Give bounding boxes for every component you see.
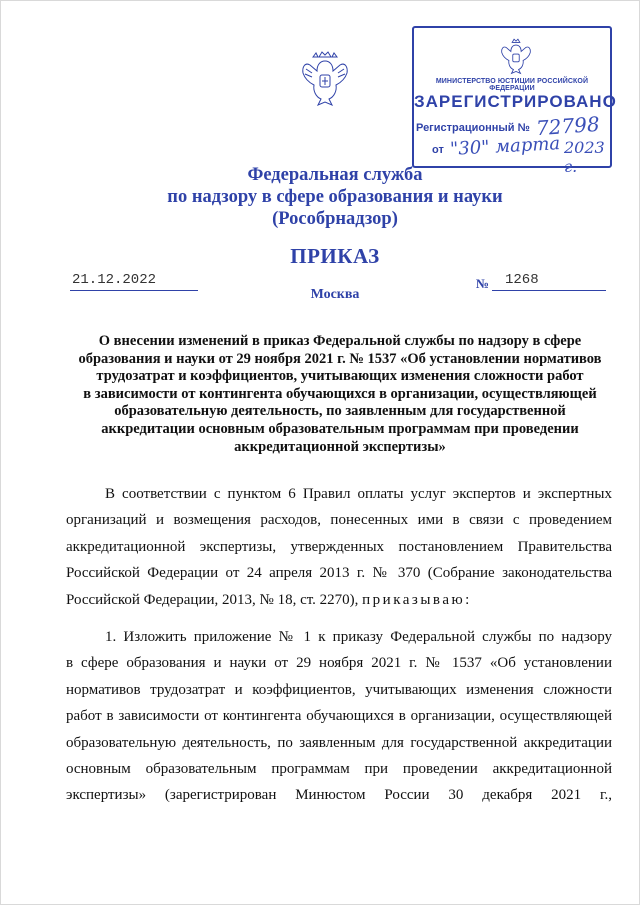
- heading-line: О внесении изменений в приказ Федеральной службы по надзору в сфере: [98, 333, 582, 349]
- heading-line: образовательную деятельность, по заявленным для государственной: [114, 403, 566, 420]
- coat-of-arms-emblem: [300, 47, 350, 109]
- paragraph-line: нормативов трудозатрат и коэффициентов, учитывающих изменения сложности: [66, 681, 612, 698]
- number-sign: №: [476, 276, 490, 291]
- heading-line: в зависимости от контингента обучающихся в организации, осуществляющей: [83, 385, 597, 402]
- paragraph-line: организаций и возмещения расходов, понесенных ими в связи с проведением: [66, 512, 612, 529]
- stamp-ministry: МИНИСТЕРСТВО ЮСТИЦИИ РОССИЙСКОЙ ФЕДЕРАЦИИ: [435, 78, 589, 92]
- heading-line: аккредитационной экспертизы»: [234, 438, 446, 455]
- stamp-reg-label: Регистрационный №: [416, 122, 530, 134]
- paragraph-line: Российской Федерации от 24 апреля 2013 г. № 370 (Собрание законодательства: [66, 565, 612, 582]
- stamp-reg-number: 72798: [535, 111, 601, 141]
- order-heading: [70, 333, 610, 456]
- heading-line: аккредитации основным образовательным программам при проведении: [101, 420, 579, 437]
- paragraph-line-last: [66, 587, 612, 613]
- paragraph-line: В соответствии с пунктом 6 Правил оплаты услуг экспертов и экспертных: [105, 486, 612, 502]
- registration-stamp: [412, 26, 617, 176]
- order-verb: приказываю:: [362, 591, 472, 608]
- paragraph-line: образовательную деятельность, по заявленным для государственной аккредитации: [66, 734, 612, 751]
- heading-line: трудозатрат и коэффициентов, учитывающих изменения сложности работ: [96, 368, 584, 385]
- order-date: 21.12.2022: [72, 272, 157, 288]
- stamp-date-year: 2023 г.: [564, 138, 605, 176]
- paragraph-line: экспертизы» (зарегистрирован Минюстом России 30 декабря 2021 г.,: [66, 787, 612, 804]
- heading-line: образования и науки от 29 ноября 2021 г. № 1537 «Об установлении нормативов: [78, 350, 602, 367]
- agency-name-line-1: Федеральная служба: [247, 165, 423, 185]
- agency-name-line-2: по надзору в сфере образования и науки: [167, 187, 503, 207]
- stamp-status: ЗАРЕГИСТРИРОВАНО: [414, 92, 617, 111]
- paragraph-line: в сфере образования и науки от 29 ноября 2021 г. № 1537 «Об установлении: [66, 655, 612, 672]
- paragraph-line: 1. Изложить приложение № 1 к приказу Федеральной службы по надзору: [105, 629, 612, 645]
- paragraph-line: аккредитационной экспертизы, утвержденных постановлением Правительства: [66, 538, 612, 555]
- paragraph-line: работ в зависимости от контингента обучающихся в организации, осуществляющей: [66, 708, 612, 725]
- item-1-paragraph: [66, 624, 612, 809]
- stamp-coat-of-arms-emblem: [499, 36, 533, 76]
- paragraph-line: основным образовательным программам при проведении аккредитационной: [66, 761, 612, 778]
- order-title: ПРИКАЗ: [290, 244, 380, 268]
- preamble-paragraph: [66, 481, 612, 613]
- order-number: 1268: [505, 272, 539, 288]
- paragraph-text: Российской Федерации, 2013, № 18, ст. 2270),: [66, 591, 359, 608]
- city: Москва: [310, 287, 360, 302]
- stamp-date-prefix: от: [432, 144, 444, 156]
- agency-name-line-3: (Рособрнадзор): [272, 209, 398, 229]
- stamp-date-value: "30" марта: [449, 133, 561, 160]
